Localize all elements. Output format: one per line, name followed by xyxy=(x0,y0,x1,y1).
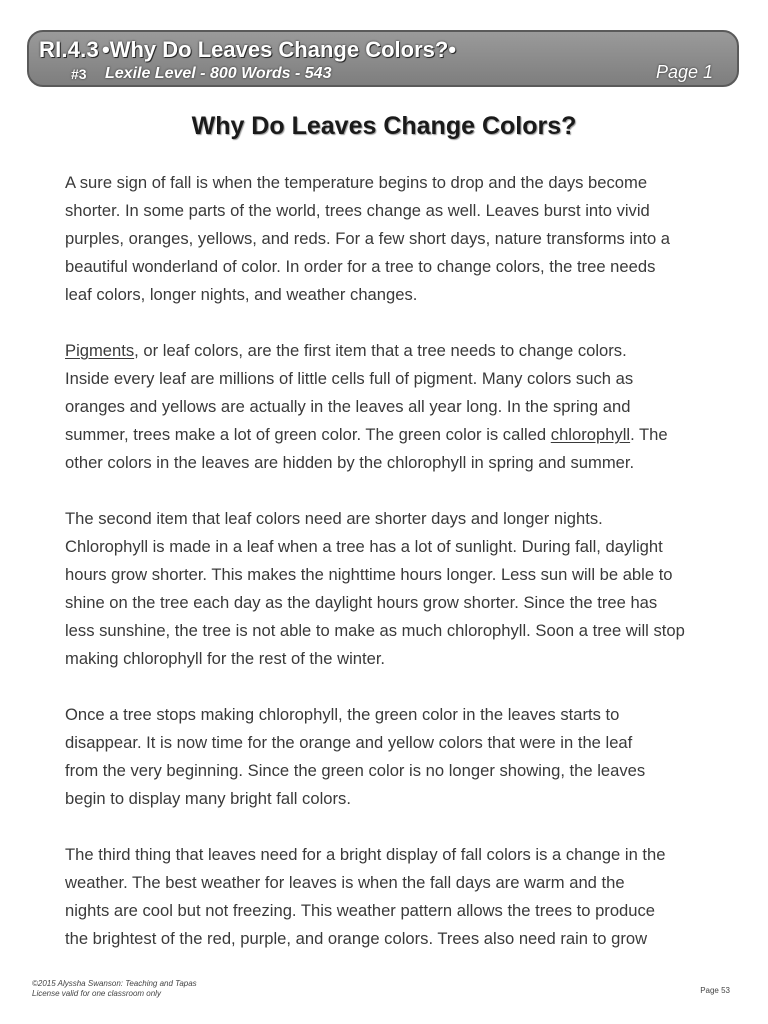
license-text: License valid for one classroom only xyxy=(32,989,161,998)
paragraph-line xyxy=(65,337,720,365)
paragraph-4 xyxy=(65,701,720,813)
paragraph-line: less sunshine, the tree is not able to make as much chlorophyll. Soon a tree will stop xyxy=(65,621,685,640)
paragraph-line: weather. The best weather for leaves is when the fall days are warm and the xyxy=(65,873,625,892)
paragraph-line: Inside every leaf are millions of little cells full of pigment. Many colors such as xyxy=(65,369,634,388)
paragraph-line: shorter. In some parts of the world, trees change as well. Leaves burst into vivid xyxy=(65,201,650,220)
paragraph-line: shine on the tree each day as the daylight hours grow shorter. Since the tree has xyxy=(65,593,658,612)
paragraph-line: Once a tree stops making chlorophyll, the green color in the leaves starts to xyxy=(65,705,620,724)
header-banner xyxy=(27,30,739,87)
paragraph-line: hours grow shorter. This makes the nighttime hours longer. Less sun will be able to xyxy=(65,565,673,584)
paragraph-line: other colors in the leaves are hidden by the chlorophyll in spring and summer. xyxy=(65,453,635,472)
paragraph-line: disappear. It is now time for the orange and yellow colors that were in the leaf xyxy=(65,733,633,752)
paragraph-line: oranges and yellows are actually in the leaves all year long. In the spring and xyxy=(65,397,631,416)
paragraph-2 xyxy=(65,337,720,477)
banner-title: •Why Do Leaves Change Colors?• xyxy=(102,37,457,62)
vocab-term-pigments: Pigments xyxy=(65,341,135,360)
vocab-term-chlorophyll: chlorophyll xyxy=(550,425,631,444)
paragraph-5 xyxy=(65,841,720,953)
paragraph-text: summer, trees make a lot of green color. The green color is called xyxy=(65,425,551,444)
footer-credits xyxy=(32,979,197,999)
paragraph-text: . The xyxy=(630,425,668,444)
copyright-text: ©2015 Alyssha Swanson: Teaching and Tapas xyxy=(32,979,197,988)
paragraph-3 xyxy=(65,505,720,673)
standard-code: RI.4.3 xyxy=(39,37,99,62)
paragraph-line: from the very beginning. Since the green color is no longer showing, the leaves xyxy=(65,761,646,780)
paragraph-line: The third thing that leaves need for a bright display of fall colors is a change in the xyxy=(65,845,666,864)
paragraph-line: purples, oranges, yellows, and reds. For a few short days, nature transforms into a xyxy=(65,229,671,248)
article-title: Why Do Leaves Change Colors? xyxy=(191,112,577,140)
article-body xyxy=(65,169,720,981)
paragraph-line: The second item that leaf colors need are shorter days and longer nights. xyxy=(65,509,603,528)
paragraph-line: leaf colors, longer nights, and weather changes. xyxy=(65,285,418,304)
paragraph-line: Chlorophyll is made in a leaf when a tree has a lot of sunlight. During fall, daylight xyxy=(65,537,663,556)
paragraph-1 xyxy=(65,169,720,309)
paragraph-line: nights are cool but not freezing. This weather pattern allows the trees to produce xyxy=(65,901,656,920)
paragraph-line: A sure sign of fall is when the temperature begins to drop and the days become xyxy=(65,173,648,192)
paragraph-line: beautiful wonderland of color. In order for a tree to change colors, the tree needs xyxy=(65,257,656,276)
passage-number: #3 xyxy=(71,66,87,82)
banner-page-label: Page 1 xyxy=(655,62,713,82)
paragraph-line: begin to display many bright fall colors. xyxy=(65,789,351,808)
paragraph-line: the brightest of the red, purple, and orange colors. Trees also need rain to grow xyxy=(65,929,648,948)
paragraph-text: , or leaf colors, are the first item that a tree needs to change colors. xyxy=(134,341,627,360)
lexile-level: Lexile Level - 800 Words - 543 xyxy=(105,65,332,82)
paragraph-line xyxy=(65,421,720,449)
footer-page-number: Page 53 xyxy=(700,986,730,995)
paragraph-line: making chlorophyll for the rest of the winter. xyxy=(65,649,386,668)
